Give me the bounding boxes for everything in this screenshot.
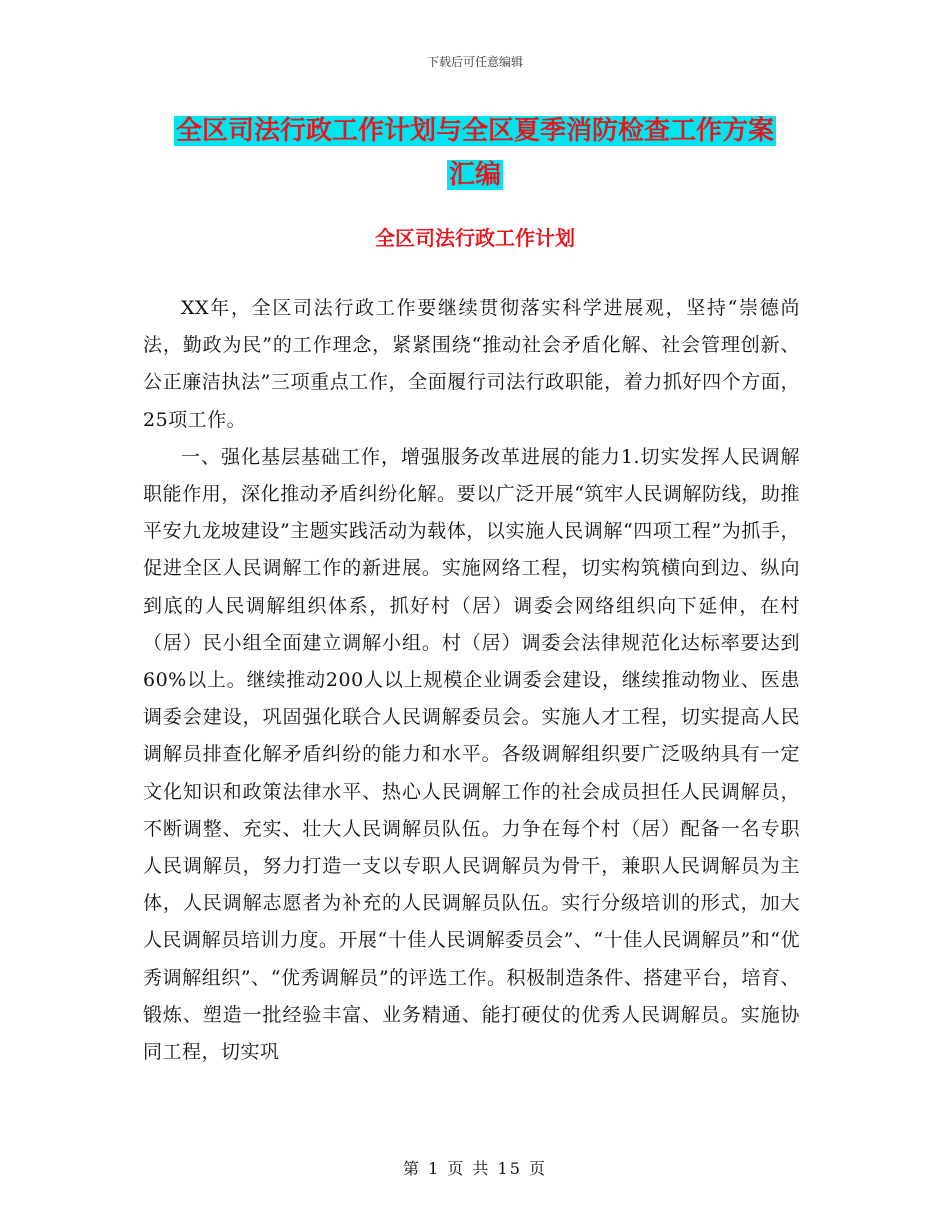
document-title-line-1 (150, 108, 800, 154)
document-title-line-1-text: 全区司法行政工作计划与全区夏季消防检查工作方案 (175, 116, 774, 146)
paragraph-2: 一、强化基层基础工作，增强服务改革进展的能力1.切实发挥人民调解职能作用，深化推动矛盾纠纷化解。要以广泛开展“筑牢人民调解防线，助推平安九龙坡建设”主题实践活动为载体，以实施人民调解“四项工程”为抓手，促进全区人民调解工作的新进展。实施网络工程，切实构筑横向到边、纵向到底的人民调解组织体系，抓好村（居）调委会网络组织向下延伸，在村（居）民小组全面建立调解小组。村（居）调委会法律规范化达标率要达到60%以上。继续推动200人以上规模企业调委会建设，继续推动物业、医患调委会建设，巩固强化联合人民调解委员会。实施人才工程，切实提高人民调解员排查化解矛盾纠纷的能力和水平。各级调解组织要广泛吸纳具有一定文化知识和政策法律水平、热心人民调解工作的社会成员担任人民调解员，不断调整、充实、壮大人民调解员队伍。力争在每个村（居）配备一名专职人民调解员，努力打造一支以专职人民调解员为骨干，兼职人民调解员为主体，人民调解志愿者为补充的人民调解员队伍。实行分级培训的形式，加大人民调解员培训力度。开展“十佳人民调解委员会”、“十佳人民调解员”和“优秀调解组织”、“优秀调解员”的评选工作。积极制造条件、搭建平台，培育、锻炼、塑造一批经验丰富、业务精通、能打硬仗的优秀人民调解员。实施协同工程，切实巩 (143, 445, 800, 1064)
document-title-line-2-text: 汇编 (448, 160, 501, 190)
document-body (143, 290, 800, 1071)
header-note: 下载后可任意编辑 (426, 55, 523, 69)
paragraph-1: XX年，全区司法行政工作要继续贯彻落实科学进展观，坚持“崇德尚法，勤政为民”的工作理念，紧紧围绕“推动社会矛盾化解、社会管理创新、公正廉洁执法”三项重点工作，全面履行司法行政职能，着力抓好四个方面，25项工作。 (143, 297, 800, 431)
section-title: 全区司法行政工作计划 (375, 226, 575, 250)
page-footer: 第 1 页 共 15 页 (403, 1159, 547, 1178)
document-title-line-2 (150, 152, 800, 198)
